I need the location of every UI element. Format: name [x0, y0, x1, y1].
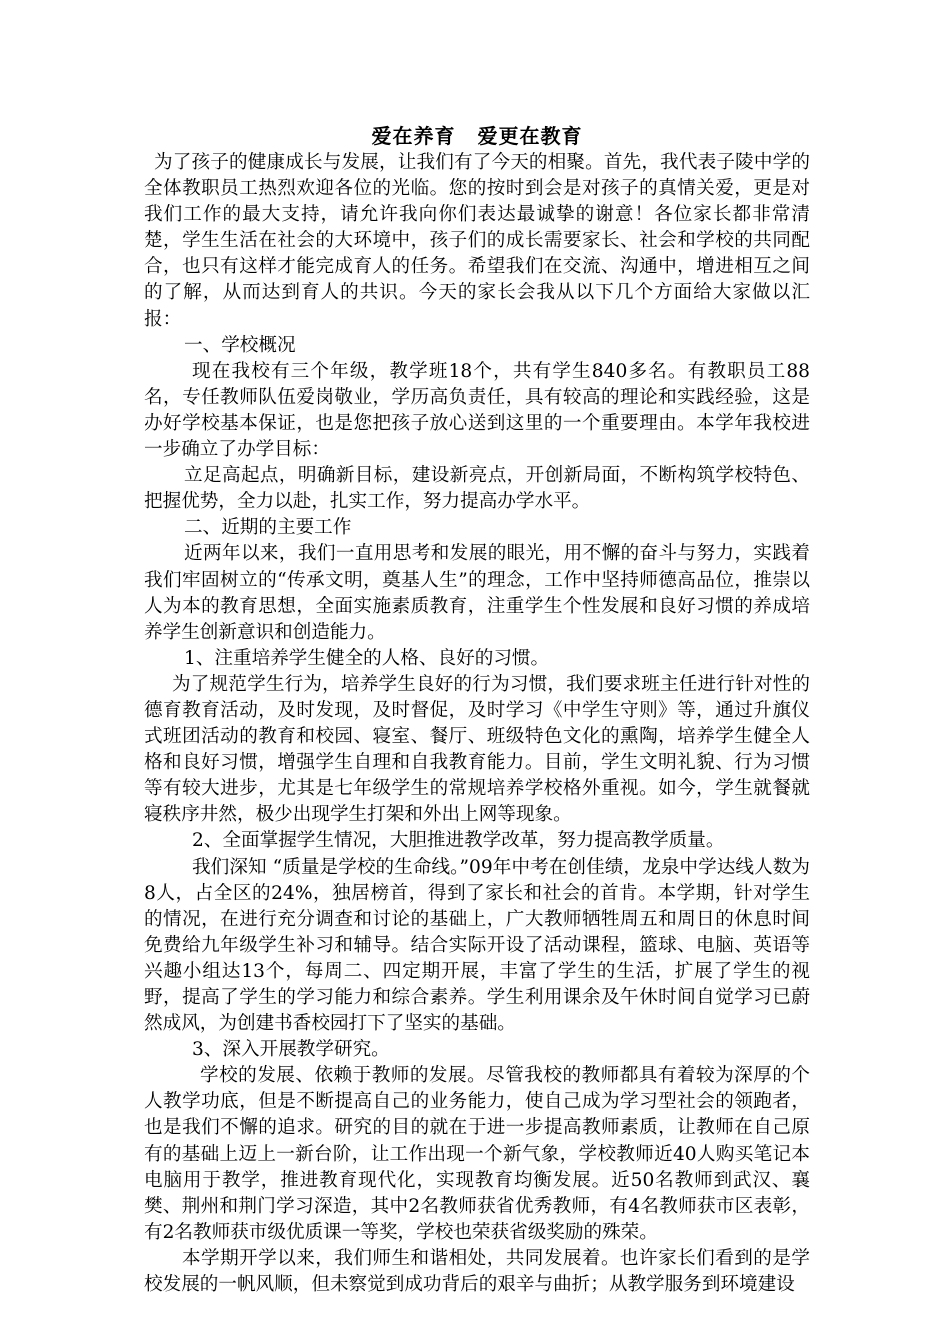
item-1-heading: 1、注重培养学生健全的人格、良好的习惯。	[184, 647, 550, 669]
item-3-heading: 3、深入开展教学研究。	[192, 1039, 390, 1061]
document-title	[144, 122, 810, 150]
section-1-heading: 一、学校概况	[184, 334, 296, 356]
item-1-body: 为了规范学生行为，培养学生良好的行为习惯，我们要求班主任进行针对性的德育教育活动，及时发现，及时督促，及时学习《中学生守则》等，通过升旗仪式班团活动的教育和校园、寝室、餐厅、班级特色文化的熏陶，培养学生健全人格和良好习惯，增强学生自理和自我教育能力。目前，学生文明礼貌、行为习惯等有较大进步，尤其是七年级学生的常规培养学校格外重视。如今，学生就餐就寝秩序井然，极少出现学生打架和外出上网等现象。	[144, 673, 810, 826]
item-2-body: 我们深知 “质量是学校的生命线。”09年中考在创佳绩，龙泉中学达线人数为8人，占全区的24%，独居榜首，得到了家长和社会的首肯。本学期，针对学生的情况，在进行充分调查和讨论的基础上，广大教师牺牲周五和周日的休息时间免费给九年级学生补习和辅导。结合实际开设了活动课程，篮球、电脑、英语等兴趣小组达13个，每周二、四定期开展，丰富了学生的生活，扩展了学生的视野，提高了学生的学习能力和综合素养。学生利用课余及午休时间自觉学习已蔚然成风，为创建书香校园打下了坚实的基础。	[144, 856, 810, 1035]
section-1-body: 现在我校有三个年级，教学班18个，共有学生840多名。有教职员工88名，专任教师队伍爱岗敬业，学历高负责任，具有较高的理论和实践经验，这是办好学校基本保证，也是您把孩子放心送到这里的一个重要理由。本学年我校进一步确立了办学目标：	[144, 360, 810, 461]
section-2-body: 近两年以来，我们一直用思考和发展的眼光，用不懈的奋斗与努力，实践着我们牢固树立的“传承文明，奠基人生”的理念，工作中坚持师德高品位，推崇以人为本的教育思想，全面实施素质教育，注重学生个性发展和良好习惯的养成培养学生创新意识和创造能力。	[144, 543, 810, 643]
item-2-heading: 2、全面掌握学生情况，大胆推进教学改革，努力提高教学质量。	[192, 830, 725, 852]
title-part-1: 爱在养育	[371, 124, 456, 148]
section-1-goal: 立足高起点，明确新目标，建设新亮点，开创新局面，不断构筑学校特色、把握优势，全力以赴，扎实工作，努力提高办学水平。	[144, 465, 810, 513]
paragraph-intro: 为了孩子的健康成长与发展，让我们有了今天的相聚。首先，我代表子陵中学的全体教职员工热烈欢迎各位的光临。您的按时到会是对孩子的真情关爱，更是对我们工作的最大支持，请允许我向你们表达最诚挚的谢意！各位家长都非常清楚，学生生活在社会的大环境中，孩子们的成长需要家长、社会和学校的共同配合，也只有这样才能完成育人的任务。希望我们在交流、沟通中，增进相互之间的了解，从而达到育人的共识。今天的家长会我从以下几个方面给大家做以汇报：	[144, 152, 810, 330]
section-2-heading: 二、近期的主要工作	[184, 517, 352, 539]
item-3-body: 学校的发展、依赖于教师的发展。尽管我校的教师都具有着较为深厚的个人教学功底，但是不断提高自己的业务能力，使自己成为学习型社会的领跑者，也是我们不懈的追求。研究的目的就在于进一步提高教师素质，让教师在自己原有的基础上迈上一新台阶，让工作出现一个新气象，学校教师近40人购买笔记本电脑用于教学，推进教育现代化，实现教育均衡发展。近50名教师到武汉、襄樊、荆州和荆门学习深造，其中2名教师获省优秀教师，有4名教师获市区表彰，有2名教师获市级优质课一等奖，学校也荣获省级奖励的殊荣。	[144, 1065, 810, 1243]
document-page	[144, 118, 810, 1298]
paragraph-closing: 本学期开学以来，我们师生和谐相处，共同发展着。也许家长们看到的是学校发展的一帆风顺，但未察觉到成功背后的艰辛与曲折；从教学服务到环境建设	[144, 1247, 810, 1296]
title-part-2: 爱更在教育	[477, 124, 583, 148]
